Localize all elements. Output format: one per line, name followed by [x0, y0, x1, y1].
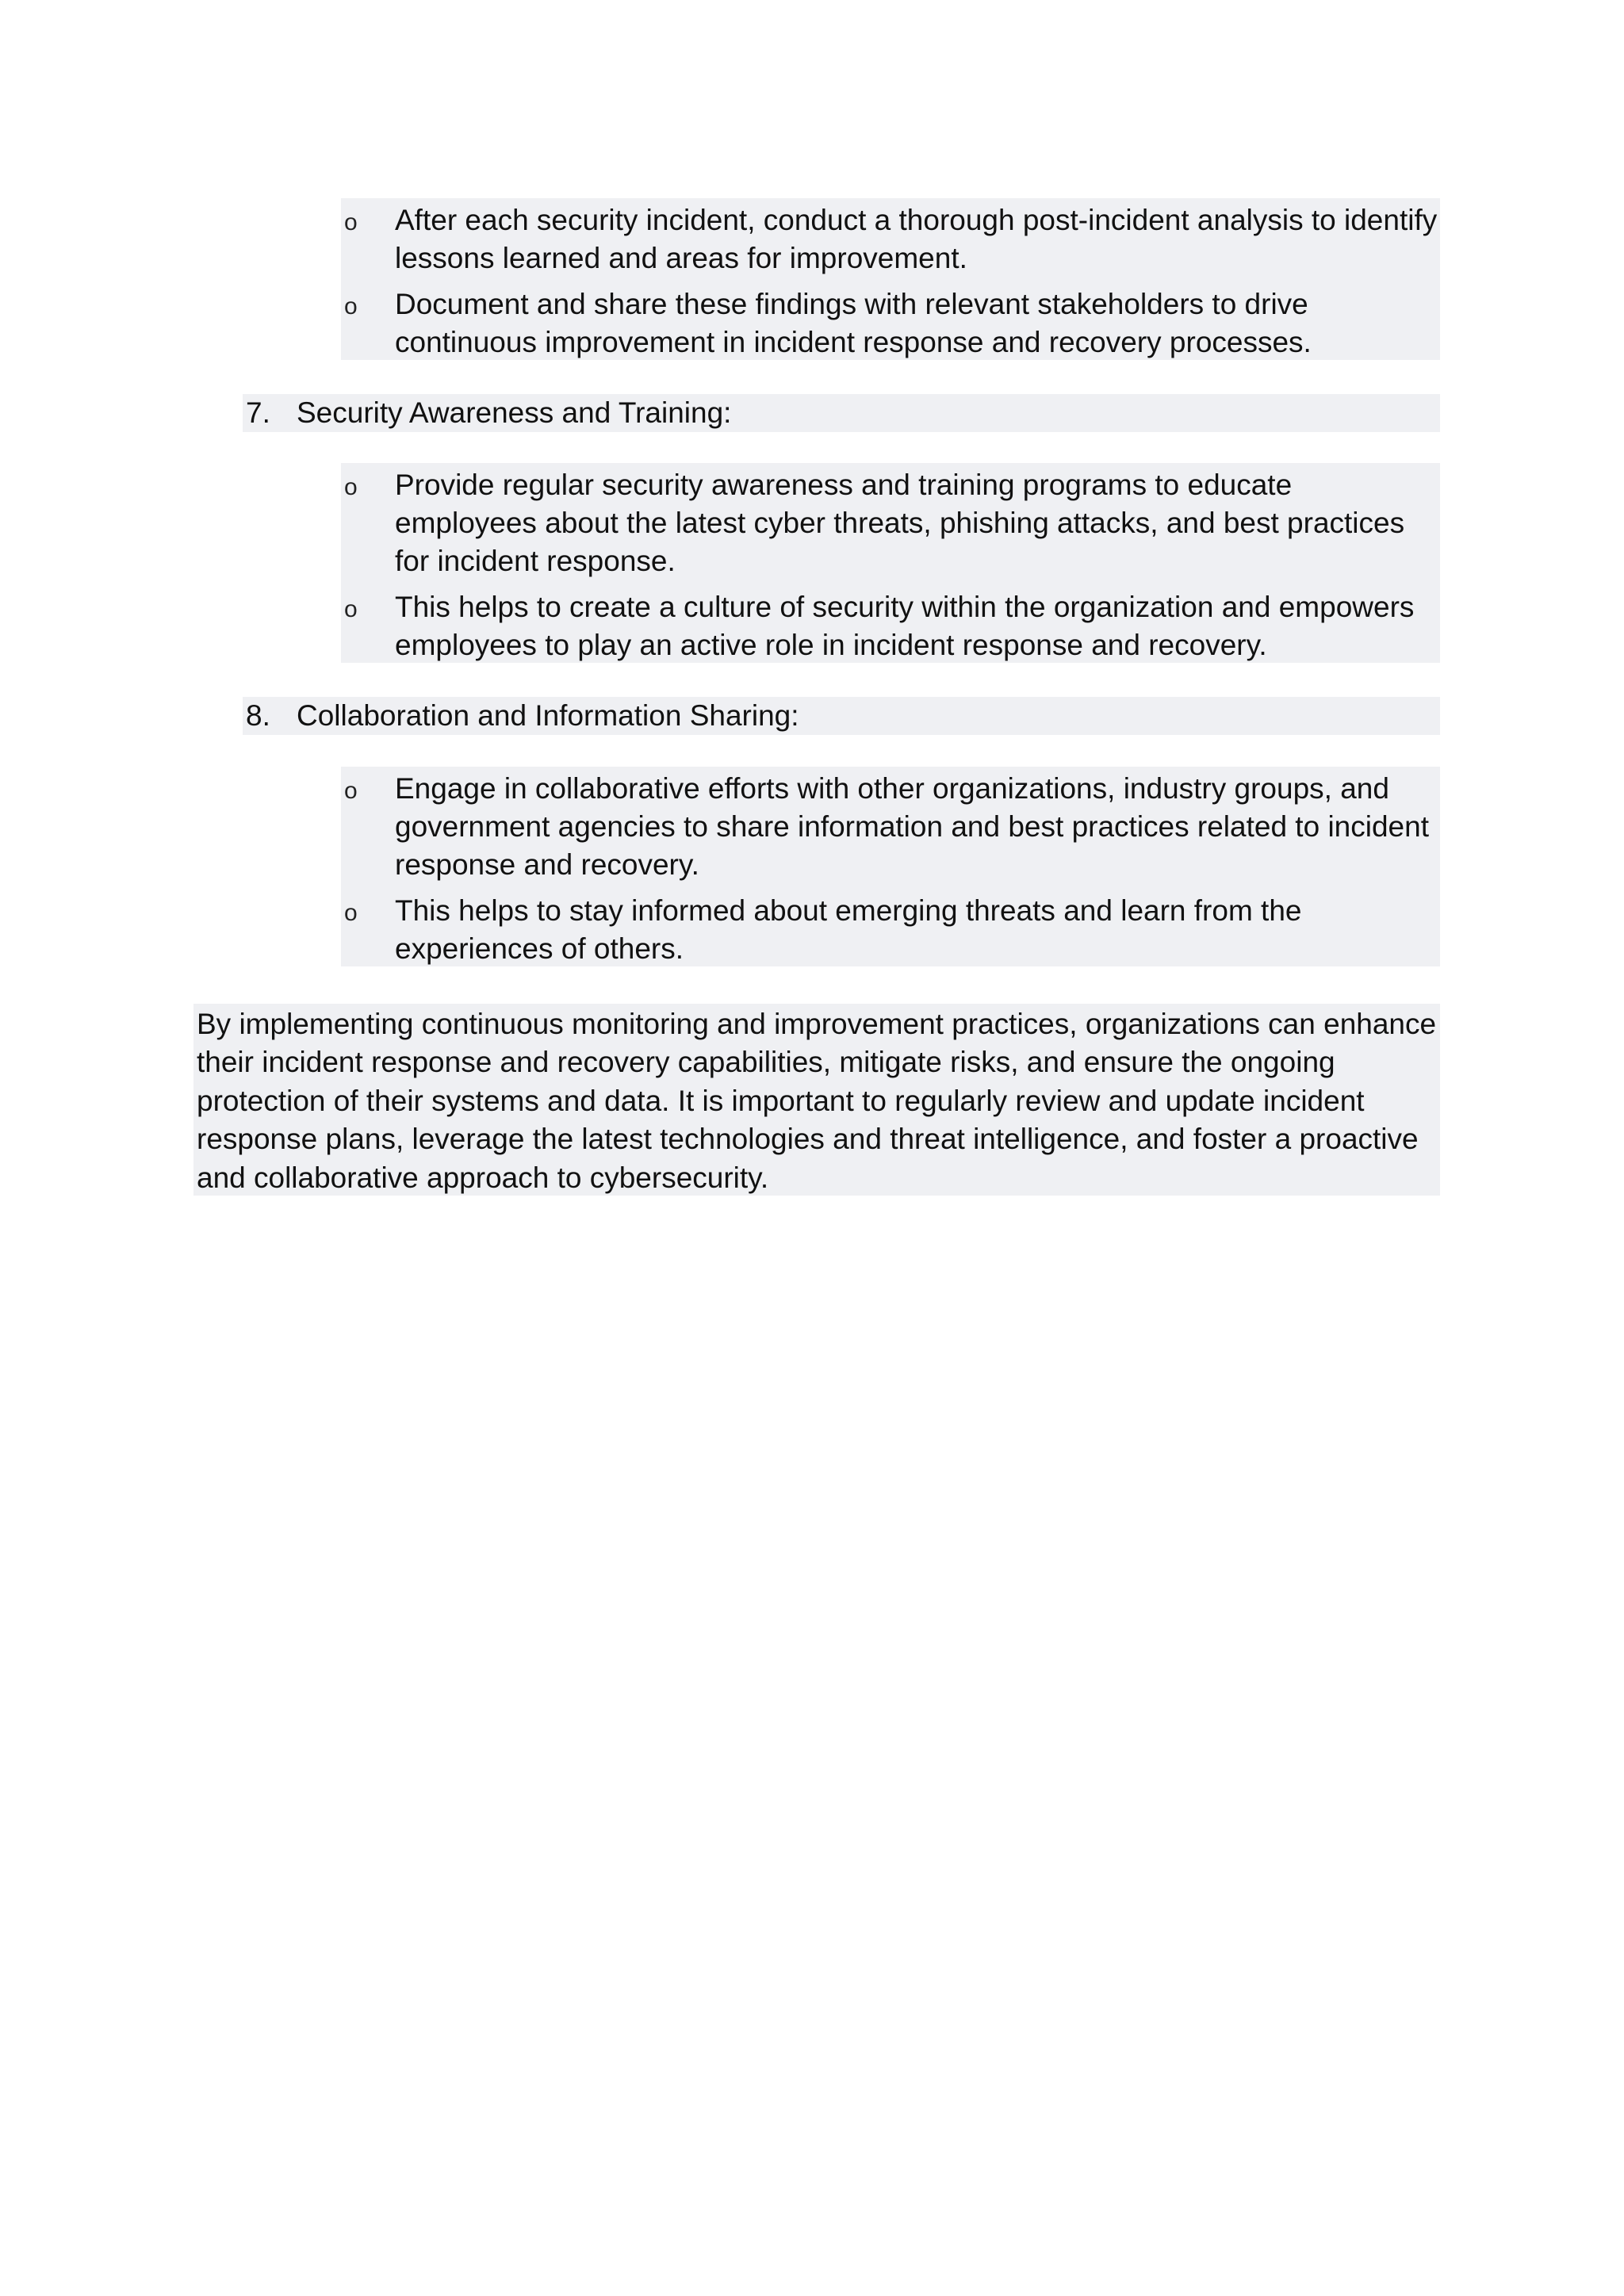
list-item — [341, 466, 1440, 580]
summary-paragraph: By implementing continuous monitoring and improvement practices, organizations can enhance their incident response and recovery capabilities, mitigate risks, and ensure the ongoing protection of their systems and data. It is important to regularly review and update incident response plans, leverage the latest technologies and threat intelligence, and foster a proactive and collaborative approach to cybersecurity. — [193, 1004, 1440, 1196]
section-8-heading — [243, 697, 1440, 735]
list-number: 8. — [246, 699, 270, 732]
circle-bullet-icon: o — [344, 293, 358, 320]
list-item — [341, 770, 1440, 884]
section-7-heading — [243, 394, 1440, 432]
list-item-text: This helps to stay informed about emerging threats and learn from the experiences of others. — [395, 894, 1302, 965]
section-8-sublist — [341, 767, 1440, 966]
list-item — [341, 588, 1440, 664]
circle-bullet-icon: o — [344, 474, 358, 500]
circle-bullet-icon: o — [344, 778, 358, 804]
list-number: 7. — [246, 396, 270, 429]
list-item-text: After each security incident, conduct a thorough post-incident analysis to identify lessons learned and areas for improvement. — [395, 204, 1438, 274]
list-item — [341, 892, 1440, 968]
section-6-sublist — [341, 198, 1440, 360]
list-item — [341, 285, 1440, 362]
circle-bullet-icon: o — [344, 900, 358, 926]
section-7-sublist — [341, 463, 1440, 663]
list-item-text: Provide regular security awareness and training programs to educate employees about the latest cyber threats, phishing attacks, and best practices for incident response. — [395, 469, 1405, 577]
circle-bullet-icon: o — [344, 209, 358, 235]
list-item-text: This helps to create a culture of security within the organization and empowers employees to play an active role in incident response and recovery. — [395, 591, 1415, 661]
section-title: Security Awareness and Training: — [297, 396, 732, 429]
circle-bullet-icon: o — [344, 596, 358, 622]
list-item-text: Document and share these findings with relevant stakeholders to drive continuous improvement in incident response and recovery processes. — [395, 288, 1312, 358]
list-item-text: Engage in collaborative efforts with other organizations, industry groups, and government agencies to share information and best practices related to incident response and recovery. — [395, 772, 1429, 881]
list-item — [341, 201, 1440, 277]
section-title: Collaboration and Information Sharing: — [297, 699, 799, 732]
